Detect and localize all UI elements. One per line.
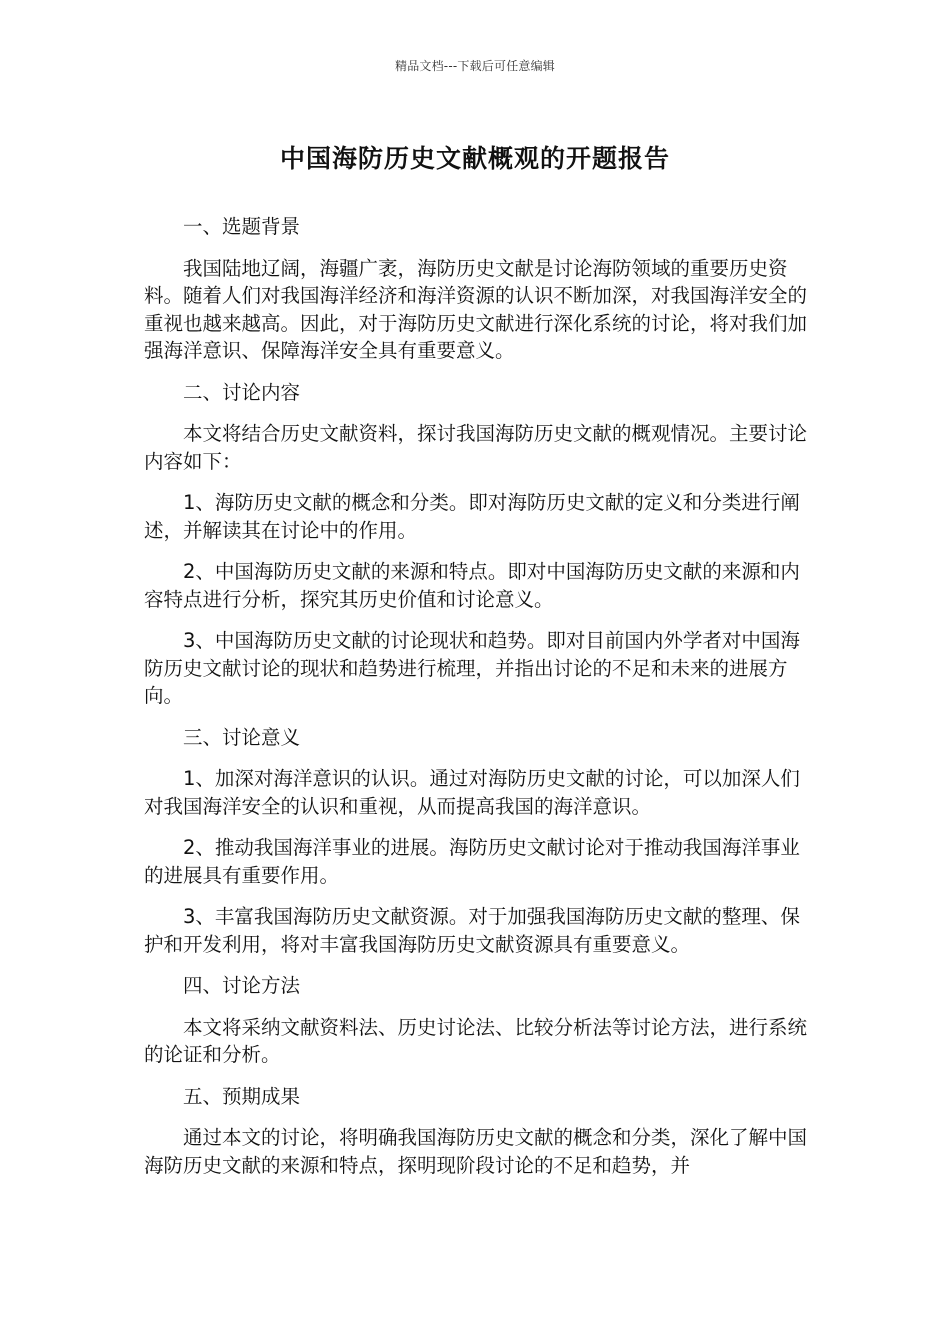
paragraph-methods: 本文将采纳文献资料法、历史讨论法、比较分析法等讨论方法，进行系统的论证和分析。 [144, 1015, 808, 1066]
section-heading-background: 一、选题背景 [183, 215, 301, 238]
paragraph-outcomes: 通过本文的讨论，将明确我国海防历史文献的概念和分类，深化了解中国海防历史文献的来源和特点，探明现阶段讨论的不足和趋势，并 [144, 1126, 808, 1177]
paragraph-content-item-1: 1、海防历史文献的概念和分类。即对海防历史文献的定义和分类进行阐述，并解读其在讨论中的作用。 [144, 491, 800, 542]
paragraph-significance-item-3: 3、丰富我国海防历史文献资源。对于加强我国海防历史文献的整理、保护和开发利用，将对丰富我国海防历史文献资源具有重要意义。 [144, 905, 800, 956]
section-heading-methods: 四、讨论方法 [183, 974, 301, 997]
section-heading-significance: 三、讨论意义 [183, 725, 301, 749]
paragraph-significance-item-1: 1、加深对海洋意识的认识。通过对海防历史文献的讨论，可以加深人们对我国海洋安全的认识和重视，从而提高我国的海洋意识。 [144, 767, 800, 818]
paragraph-content-item-2: 2、中国海防历史文献的来源和特点。即对中国海防历史文献的来源和内容特点进行分析，探究其历史价值和讨论意义。 [144, 560, 800, 611]
paragraph-background: 我国陆地辽阔，海疆广袤，海防历史文献是讨论海防领域的重要历史资料。随着人们对我国海洋经济和海洋资源的认识不断加深，对我国海洋安全的重视也越来越高。因此，对于海防历史文献进行深化系统的讨论，将对我们加强海洋意识、保障海洋安全具有重要意义。 [144, 256, 808, 362]
document-title: 中国海防历史文献概观的开题报告 [279, 144, 670, 173]
paragraph-significance-item-2: 2、推动我国海洋事业的进展。海防历史文献讨论对于推动我国海洋事业的进展具有重要作用。 [144, 836, 800, 887]
paragraph-content-intro: 本文将结合历史文献资料，探讨我国海防历史文献的概观情况。主要讨论内容如下： [144, 422, 808, 473]
paragraph-content-item-3: 3、中国海防历史文献的讨论现状和趋势。即对目前国内外学者对中国海防历史文献讨论的现状和趋势进行梳理，并指出讨论的不足和未来的进展方向。 [144, 629, 800, 707]
section-heading-outcomes: 五、预期成果 [183, 1084, 301, 1108]
document-body [144, 213, 814, 1193]
page-header-note: 精品文档---下载后可任意编辑 [395, 59, 555, 73]
section-heading-content: 二、讨论内容 [183, 380, 301, 404]
